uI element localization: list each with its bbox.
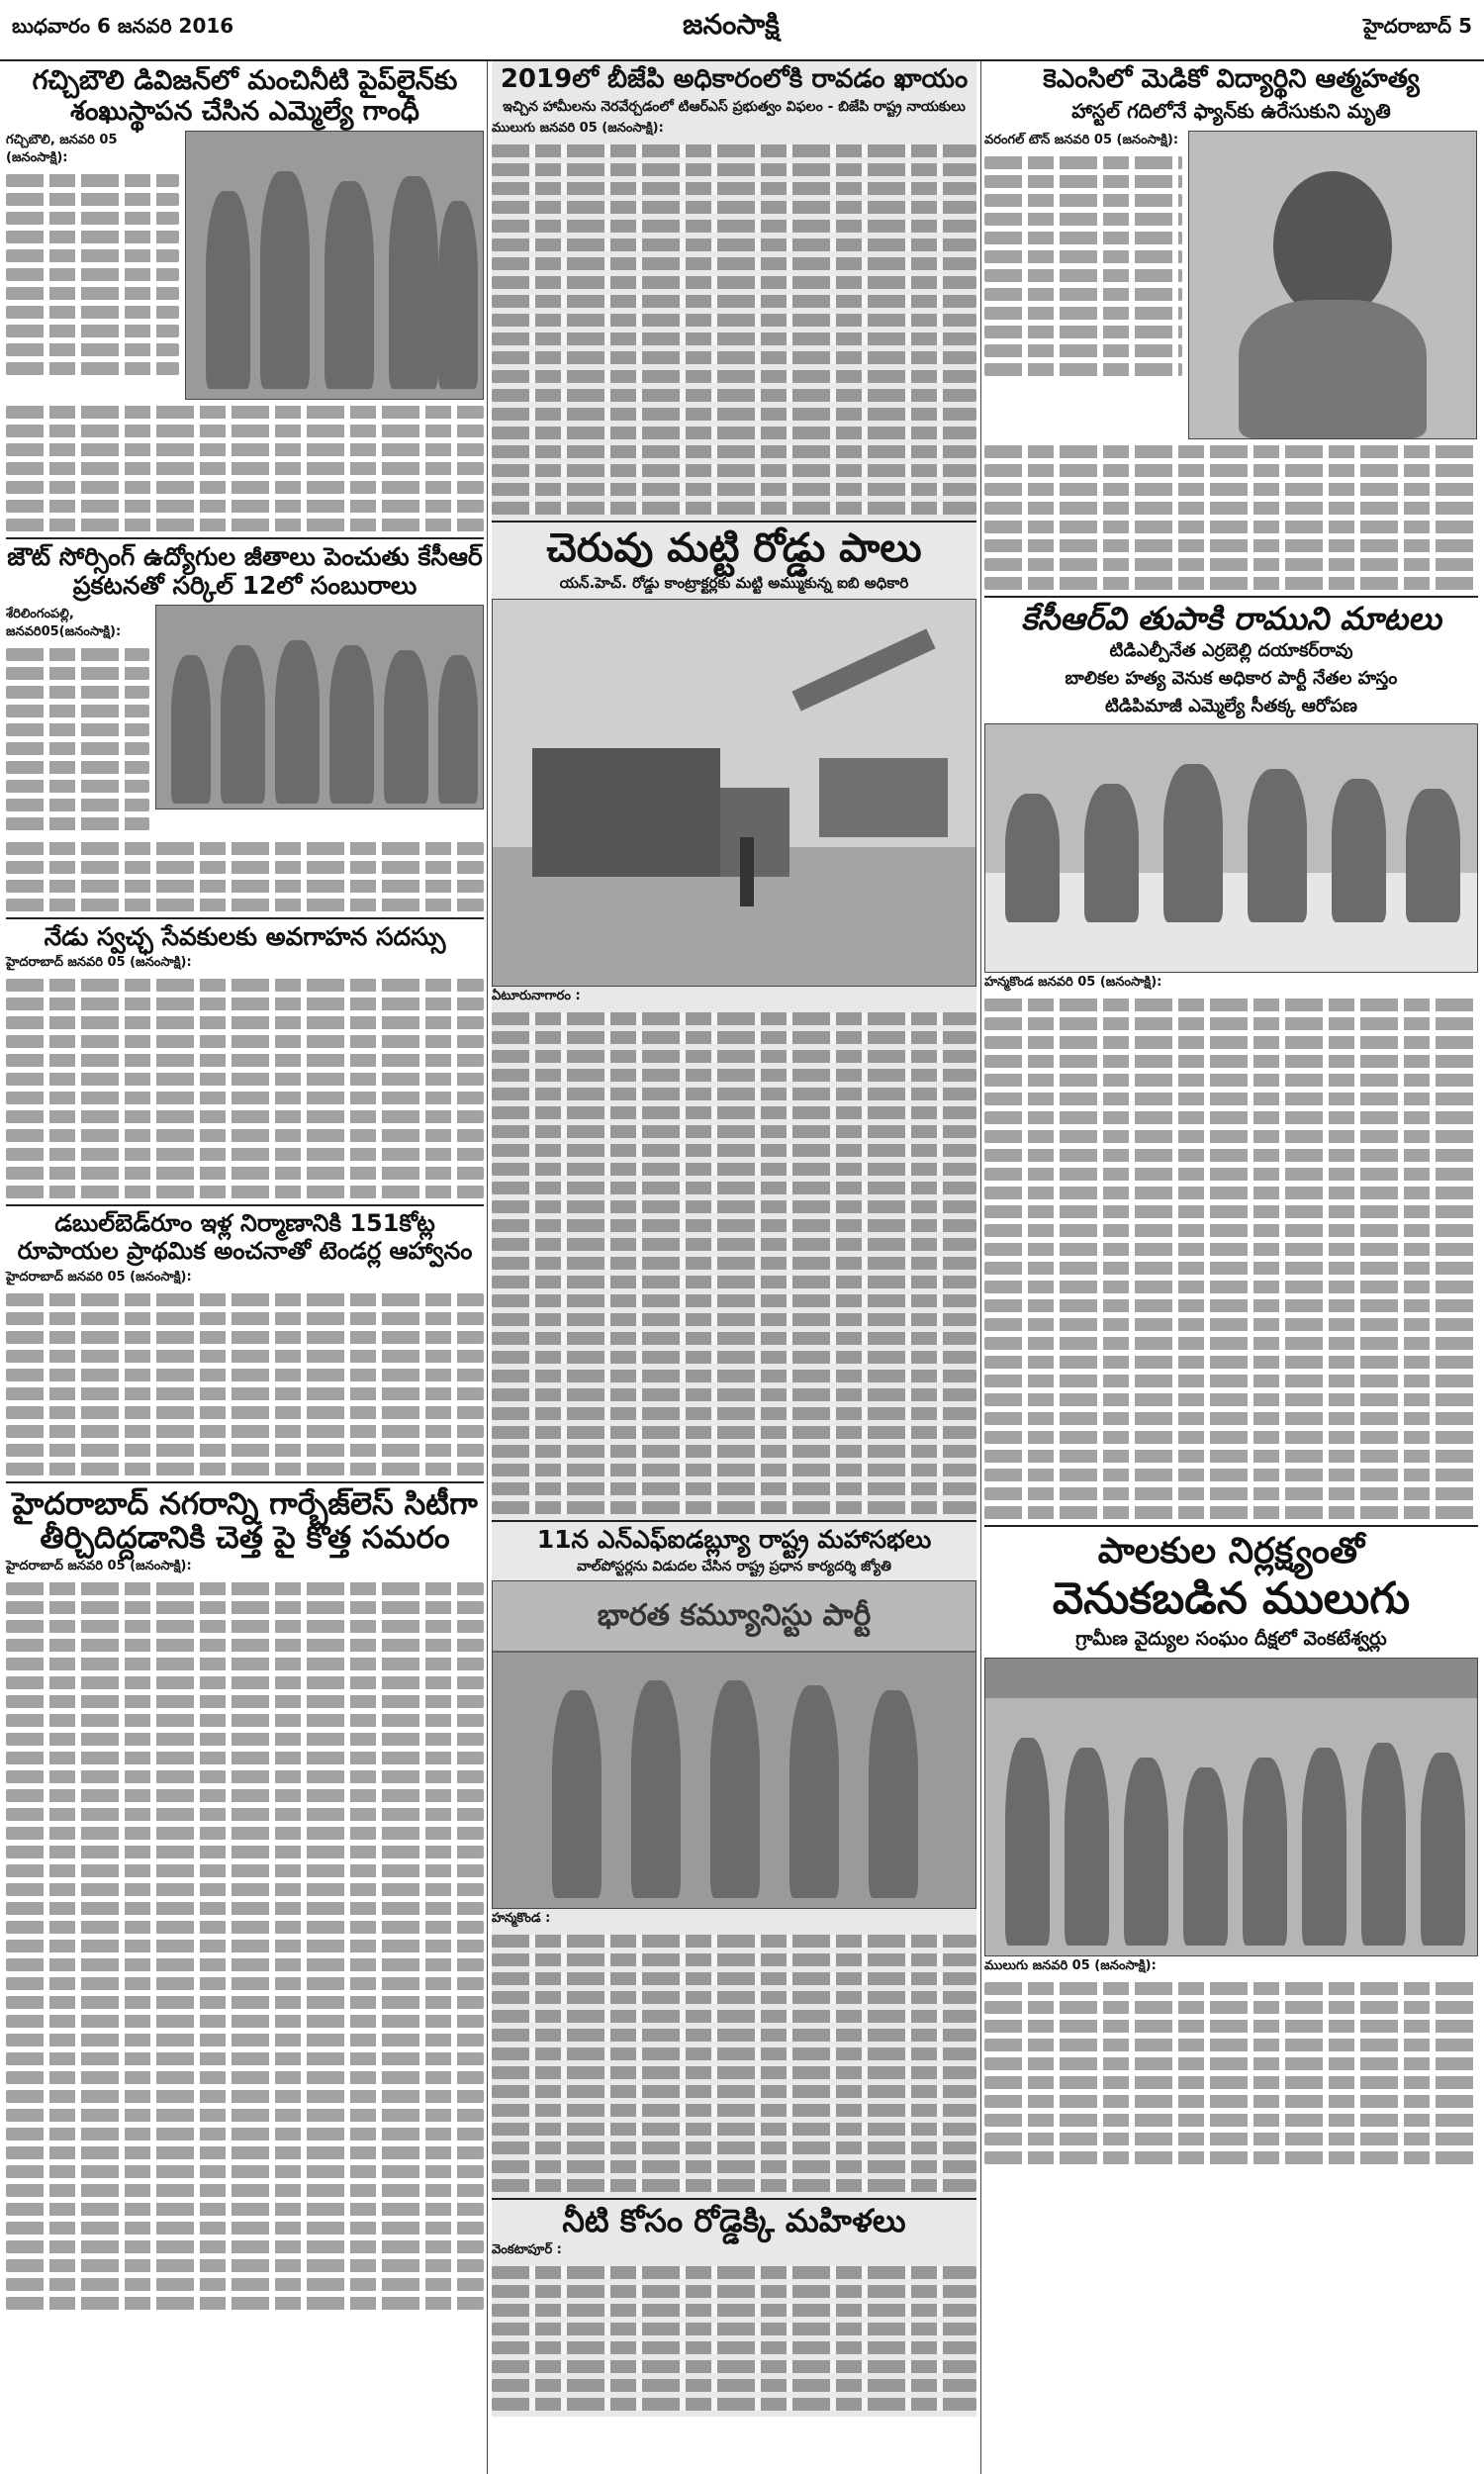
article-headline: కెఎంసిలో మెడికో విద్యార్థిని ఆత్మహత్య xyxy=(1043,64,1420,94)
article-medico-suicide xyxy=(984,65,1478,590)
article-headline: నేడు స్వచ్ఛ సేవకులకు అవగాహన సదస్సు xyxy=(44,921,446,951)
issue-date: బుధవారం 6 జనవరి 2016 xyxy=(12,14,234,38)
article-double-bedroom-tenders xyxy=(6,1210,484,1475)
article-dateline: వెంకటాపూర్‌ : xyxy=(492,2241,562,2257)
article-dateline: హన్మకొండ : xyxy=(492,1910,551,1926)
article-headline: డబుల్‌బెడ్‌రూం ఇళ్ల నిర్మాణానికి 151కోట్ల రూపాయల ప్రాథమిక అంచనాతో టెండర్ల ఆహ్వానం xyxy=(17,1209,473,1265)
article-garbageless-city xyxy=(6,1487,484,2310)
article-headline: నీటి కోసం రోడ్డెక్కి మహిళలు xyxy=(562,2201,906,2239)
article-dateline: హైదరాబాద్‌ జనవరి 05 (జనంసాక్షి): xyxy=(6,955,192,971)
article-lake-soil-road xyxy=(492,526,976,1514)
article-dateline: ఏటూరునాగారం : xyxy=(492,988,581,1003)
article-dateline: గచ్చిబౌలి, జనవరి 05 (జనంసాక్షి): xyxy=(6,133,118,166)
article-headline-line2: వెనుకబడిన ములుగు xyxy=(1052,1573,1411,1625)
edition-name: హైదరాబాద్ xyxy=(1363,14,1452,38)
article-headline: జౌట్‌ సోర్సింగ్‌ ఉద్యోగుల జీతాలు పెంచుతు కేసీఆర్‌ ప్రకటనతో సర్కిల్‌ 12లో సంబురాలు xyxy=(7,542,483,600)
article-headline: పాలకుల నిర్లక్ష్యంతో xyxy=(1097,1531,1365,1572)
article-headline: చెరువు మట్టి రోడ్డు పాలు xyxy=(546,524,922,571)
rural-doctors-protest-photo xyxy=(984,1658,1478,1956)
column-center xyxy=(492,61,976,2417)
article-kcr-empty-words xyxy=(984,599,1478,1519)
article-mulugu-backward xyxy=(984,1531,1478,2164)
article-nfiw-conference xyxy=(492,1526,976,2192)
article-dateline: ములుగు జనవరి 05 (జనంసాక్షి): xyxy=(492,120,664,136)
article-subhead: గ్రామీణ వైద్యుల సంఘం దీక్షలో వెంకటేశ్వర్లు xyxy=(1075,1627,1387,1650)
article-subhead: ఇచ్చిన హామీలను నెరవేర్చడంలో టిఆర్‌ఎస్‌ ప్రభుత్వం విఫలం - బిజేపి రాష్ట్ర నాయకులు xyxy=(503,98,966,115)
article-headline: 11న ఎన్‌ఎఫ్‌ఐడబ్ల్యూ రాష్ట్ర మహాసభలు xyxy=(536,1524,932,1554)
article-headline: కేసీఆర్‌వి తుపాకి రాముని మాటలు xyxy=(1021,599,1441,637)
paper-name: జనంసాక్షి xyxy=(683,8,780,41)
poster-release-photo xyxy=(492,1580,976,1909)
cpi-banner-text: భారత కమ్యూనిస్టు పార్టీ xyxy=(493,1581,975,1653)
article-outsourcing-salaries xyxy=(6,543,484,911)
article-dateline: శేరిలింగంపల్లి, జనవరి05(జనంసాక్షి): xyxy=(6,606,122,639)
article-dateline: హైదరాబాద్‌ జనవరి 05 (జనంసాక్షి): xyxy=(6,1558,192,1573)
article-headline: గచ్చిబౌలి డివిజన్‌లో మంచినీటి పైప్‌లైన్‌కు శంఖుస్థాపన చేసిన ఎమ్మెల్యే గాంధీ xyxy=(32,65,458,128)
page-number: 5 xyxy=(1458,14,1472,38)
article-subhead: హాస్టల్‌ గదిలోనే ఫ్యాన్‌కు ఉరేసుకుని మృతి xyxy=(1071,98,1391,123)
article-dateline: వరంగల్‌ టౌన్‌ జనవరి 05 (జనంసాక్షి): xyxy=(984,132,1179,147)
article-subhead: వాల్‌పోస్టర్లను విడుదల చేసిన రాష్ట్ర ప్రధాన కార్యదర్శి జ్యోతి xyxy=(576,1558,892,1574)
press-meet-photo xyxy=(984,723,1478,973)
article-headline: 2019లో బీజేపి అధికారంలోకి రావడం ఖాయం xyxy=(500,64,969,94)
masthead xyxy=(0,0,1484,61)
article-women-water-protest xyxy=(492,2201,976,2411)
article-swachh-awareness xyxy=(6,923,484,1199)
celebration-photo xyxy=(155,605,484,809)
column-right xyxy=(984,61,1478,2170)
article-dateline: హైదరాబాద్‌ జనవరి 05 (జనంసాక్షి): xyxy=(6,1269,192,1285)
student-portrait-photo xyxy=(1188,131,1477,439)
article-subhead: టిడిపిమాజీ ఎమ్మెల్యే సీతక్క ఆరోపణ xyxy=(1104,696,1358,717)
article-subhead: యన్‌.హెచ్‌. రోడ్డు కాంట్రాక్టర్లకు మట్టి అమ్ముకున్న ఐబి అధికారి xyxy=(559,573,909,592)
excavator-truck-photo xyxy=(492,599,976,987)
article-headline: హైదరాబాద్‌ నగరాన్ని గార్బేజ్‌లెస్‌ సిటీగా తీర్చిదిద్దడానికి చెత్త పై కొత్త సమరం xyxy=(12,1485,478,1556)
article-bjp-2019 xyxy=(492,65,976,515)
article-subhead: బాలికల హత్య వెనుక అధికార పార్టీ నేతల హస్తం xyxy=(1065,668,1398,690)
column-left xyxy=(6,61,484,2316)
article-subhead: టిడిఎల్పీనేత ఎర్రబెల్లి దయాకర్‌రావు xyxy=(1109,640,1353,662)
article-dateline: ములుగు జనవరి 05 (జనంసాక్షి): xyxy=(984,1957,1157,1973)
edition-page xyxy=(1363,14,1472,43)
article-dateline: హన్మకొండ జనవరి 05 (జనంసాక్షి): xyxy=(984,975,1162,991)
article-gachibowli-pipeline xyxy=(6,65,484,531)
pipeline-foundation-photo xyxy=(185,131,484,400)
